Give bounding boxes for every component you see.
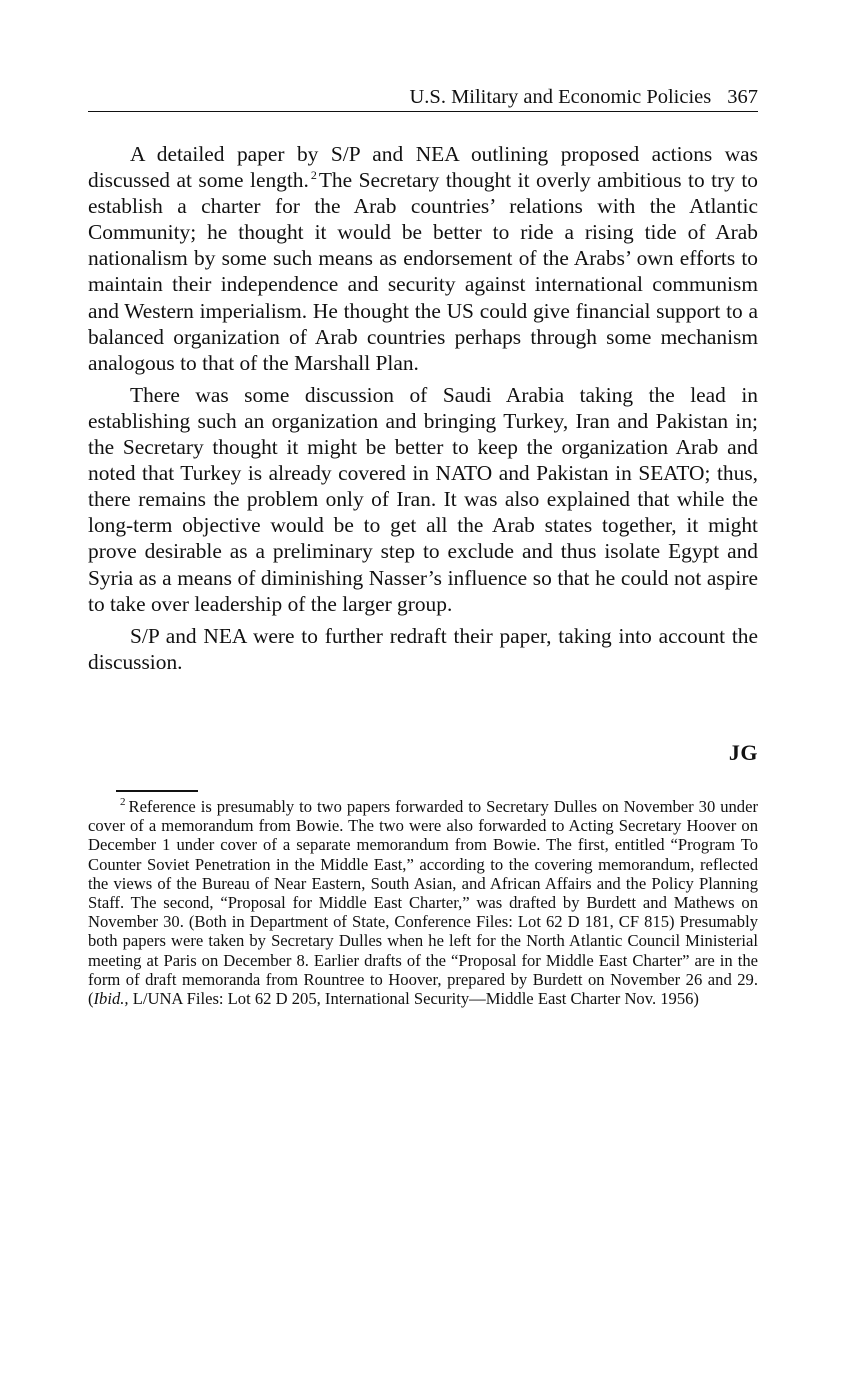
paragraph-1-text-start: A detailed paper by S/P and NEA outlining proposed actions was discussed at some length. — [88, 142, 758, 193]
footnote-divider — [116, 790, 198, 792]
footnote — [88, 797, 758, 1008]
paragraph-3: S/P and NEA were to further redraft their paper, taking into account the discussion. — [88, 623, 758, 674]
footnote-text-start: Reference is presumably to two papers forwarded to Secretary Dulles on November 30 under cover of a memorandum from Bowie. The two were also forwarded to Acting Secretary Hoover on December 1 under cover of a separate memorandum from Bowie. The first, entitled “Program To Counter Soviet Penetration in the Middle East,” according to the covering memorandum, reflected the views of the Bureau of Near Eastern, South Asian, and African Affairs and the Policy Planning Staff. The second, “Proposal for Middle East Charter,” was drafted by Burdett and Mathews on November 30. (Both in Department of State, Conference Files: Lot 62 D 181, CF 815) Presumably both papers were taken by Secretary Dulles when he left for the North Atlantic Council Ministerial meeting at Paris on December 8. Earlier drafts of the “Proposal for Middle East Charter” are in the form of draft memoranda from Rountree to Hoover, prepared by Burdett on November 26 and 29. ( — [88, 797, 758, 1009]
running-header — [88, 84, 758, 112]
running-title: U.S. Military and Economic Policies — [409, 86, 712, 108]
footnote-marker: 2 — [120, 796, 126, 809]
page-number: 367 — [727, 86, 758, 108]
footnote-reference[interactable]: 2 — [310, 167, 317, 182]
paragraph-1-text-end: The Secretary thought it overly ambitious to try to establish a charter for the Arab countries’ relations with the Atlantic Community; he thought it would be better to ride a rising tide of Arab nationalism by some such means as endorsement of the Arabs’ own efforts to maintain their independence and security against international communism and Western imperialism. He thought the US could give financial support to a balanced organization of Arab countries perhaps through some mechanism analogous to that of the Marshall Plan. — [88, 168, 759, 375]
paragraph-1 — [88, 141, 758, 376]
footnote-ibid: Ibid., — [93, 989, 129, 1009]
paragraph-2: There was some discussion of Saudi Arabia taking the lead in establishing such an organization and bringing Turkey, Iran and Pakistan in; the Secretary thought it might be better to keep the organization Arab and noted that Turkey is already covered in NATO and Pakistan in SEATO; thus, there remains the problem only of Iran. It was also explained that while the long-term objective would be to get all the Arab states together, it might prove desirable as a preliminary step to exclude and thus isolate Egypt and Syria as a means of diminishing Nasser’s influence so that he could not aspire to take over leadership of the larger group. — [88, 382, 758, 616]
footnote-text-end: L/UNA Files: Lot 62 D 205, International Security—Middle East Charter Nov. 1956) — [128, 989, 699, 1009]
signature-initials: JG — [728, 740, 758, 765]
body-text — [88, 141, 758, 681]
